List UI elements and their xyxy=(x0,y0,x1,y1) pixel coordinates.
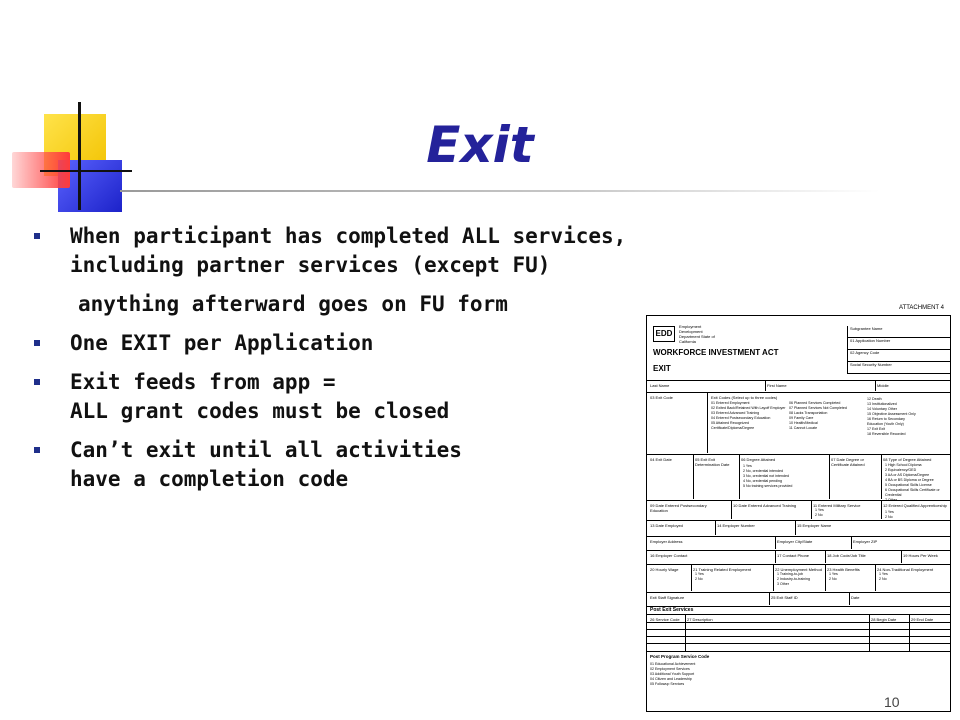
form-field-label: 22 Unemployment Method xyxy=(775,567,822,572)
option: 3 Other xyxy=(777,582,789,586)
form-field-label: 25 Exit Staff ID xyxy=(771,595,798,600)
exit-code: 03 Entered Advanced Training xyxy=(711,411,760,415)
degree-options xyxy=(743,464,827,489)
form-field-label: 01 Application Number xyxy=(848,338,950,350)
bullet-line: have a completion code xyxy=(70,467,349,491)
bullet-continuation: anything afterward goes on FU form xyxy=(78,292,508,316)
form-subtitle: EXIT xyxy=(653,364,671,373)
form-row-exit-date xyxy=(647,454,950,502)
yes-no-options xyxy=(885,510,894,520)
form-field-label: 18 Job Code/Job Title xyxy=(827,553,866,558)
option: 01 Educational Achievement xyxy=(650,662,696,666)
bullet-square-icon xyxy=(34,379,40,385)
option: 7 Other xyxy=(885,498,897,502)
bullet-square-icon xyxy=(34,233,40,239)
form-row-exit-codes xyxy=(647,392,950,453)
form-field-label: 02 Agency Code xyxy=(848,350,950,362)
page-number: 10 xyxy=(884,694,900,710)
exit-code: 17 Exit Exit xyxy=(867,427,885,431)
exit-code: 08 Lacks Transportation xyxy=(789,411,828,415)
exit-code: 11 Cannot Locate xyxy=(789,426,818,430)
form-field-label: 16 Employer Contact xyxy=(650,553,688,558)
bullet-item xyxy=(30,222,810,280)
bullet-line: When participant has completed ALL services, xyxy=(70,224,627,248)
option: 2 No xyxy=(829,577,837,581)
option: 1 Yes xyxy=(885,510,894,514)
form-row-signature xyxy=(647,592,950,605)
form-field-label: 08 Type of Degree Attained xyxy=(883,457,932,462)
yes-no-options xyxy=(829,572,838,582)
form-field-label: Exit Staff Signature xyxy=(650,595,685,600)
form-field-label: Employer Address xyxy=(650,539,683,544)
yes-no-options xyxy=(879,572,888,582)
option: 1 High School Diploma xyxy=(885,463,922,467)
form-field-label: Social Security Number xyxy=(848,362,950,374)
form-field-label: 03 Exit Code xyxy=(650,395,673,400)
exit-codes-column xyxy=(789,401,864,431)
option: 3 No, credential not intended xyxy=(743,474,789,478)
option: 2 No xyxy=(879,577,887,581)
option: 4 BA or BS Diploma or Degree xyxy=(885,478,934,482)
option: 05 Followup Services xyxy=(650,682,685,686)
form-field-label: 05 Exit Exit Determination Date xyxy=(695,457,730,467)
form-field-label: Date xyxy=(851,595,860,600)
edd-logo: EDD xyxy=(653,326,675,342)
exit-code: 01 Entered Employment xyxy=(711,401,750,405)
option: 2 No xyxy=(815,513,823,517)
option: 6 Occupational Skills Certificate or Credential xyxy=(885,488,940,497)
option: 2 Industry-to-training xyxy=(777,577,810,581)
form-field-label: 04 Exit Date xyxy=(650,457,672,462)
bullet-line: Can’t exit until all activities xyxy=(70,438,462,462)
exit-code: 02 Exited Back/Retained With Layoff Employer xyxy=(711,406,786,410)
option: 1 Yes xyxy=(695,572,704,576)
form-field-label: 07 Date Degree or Certificate Attained xyxy=(831,457,865,467)
form-header-fields xyxy=(847,326,950,374)
option: 2 No xyxy=(695,577,703,581)
option: 1 Yes xyxy=(829,572,838,576)
form-field-label: 28 Begin Date xyxy=(871,617,897,622)
bullet-line: ALL grant codes must be closed xyxy=(70,399,450,423)
yes-no-options xyxy=(695,572,704,582)
option: 3 AA or AS Diploma/Degree xyxy=(885,473,930,477)
form-row-contact xyxy=(647,550,950,563)
form-field-label: 24 Non-Traditional Employment xyxy=(877,567,934,572)
form-field-label: 19 Hours Per Week xyxy=(903,553,938,558)
form-field-label: Subgrantee Name xyxy=(848,326,950,338)
form-field-label: Employer ZIP xyxy=(853,539,878,544)
option: 04 Citizen and Leadership xyxy=(650,677,692,681)
form-field-label: 12 Entered Qualified Apprenticeship xyxy=(883,503,947,508)
option: 03 Additional Youth Support xyxy=(650,672,695,676)
form-field-label: 11 Entered Military Service xyxy=(813,503,861,508)
form-field-label: 09 Date Entered Postsecondary Education xyxy=(650,503,707,513)
option: 1 Yes xyxy=(879,572,888,576)
exit-code: 13 Institutionalized xyxy=(867,402,897,406)
bullet-line: One EXIT per Application xyxy=(70,331,374,355)
yes-no-options xyxy=(815,508,824,518)
exit-code: 12 Death xyxy=(867,397,882,401)
option: 4 No, credential pending xyxy=(743,479,782,483)
option: 5 No training services provided xyxy=(743,484,793,488)
form-field-label: 17 Contact Phone xyxy=(777,553,810,558)
exit-code: 18 Reversible Recorded xyxy=(867,432,906,436)
exit-code: 05 Attained Recognized xyxy=(711,421,749,425)
form-field-label: Last Name xyxy=(650,383,670,388)
post-exit-title: Post Exit Services xyxy=(647,606,950,614)
exit-code: 16 Return to Secondary xyxy=(867,417,905,421)
post-program-codes xyxy=(650,662,770,687)
form-field-label: 15 Employer Name xyxy=(797,523,832,528)
form-field-label: 29 End Date xyxy=(911,617,934,622)
form-field-label: 10 Date Entered Advanced Training xyxy=(733,503,797,508)
agency-name: Employment Development Department State of California xyxy=(679,324,715,344)
exit-code: 10 Health/Medical xyxy=(789,421,818,425)
slide-title: Exit xyxy=(426,116,534,174)
form-field-label: 27 Description xyxy=(687,617,713,622)
form-field-label: 13 Date Employed xyxy=(650,523,683,528)
form-title: WORKFORCE INVESTMENT ACT xyxy=(653,348,779,357)
form-row-wage xyxy=(647,564,950,591)
option: 2 Equivalency/GED xyxy=(885,468,917,472)
bullet-square-icon xyxy=(34,447,40,453)
exit-code: 07 Planned Services Not Completed xyxy=(789,406,847,410)
attachment-label: ATTACHMENT 4 xyxy=(898,305,944,311)
exit-code: 14 Voluntary Other xyxy=(867,407,897,411)
option: 2 No, credential intended xyxy=(743,469,783,473)
form-field-label: 26 Service Code xyxy=(650,617,680,622)
exit-code: 04 Entered Postsecondary Education xyxy=(711,416,771,420)
exit-codes-column xyxy=(867,397,947,437)
form-field-label: 21 Training Related Employment xyxy=(693,567,752,572)
bullet-square-icon xyxy=(34,340,40,346)
form-row-training xyxy=(647,500,950,519)
unemployment-method-options xyxy=(777,572,810,587)
exit-code: Education (Youth Only) xyxy=(867,422,904,426)
form-field-label: Exit Codes (Select up to three codes) xyxy=(711,395,778,400)
option: 1 Training-to-job xyxy=(777,572,803,576)
option: 5 Occupational Skills License xyxy=(885,483,932,487)
exit-code: 09 Family Care xyxy=(789,416,814,420)
bullet-line: including partner services (except FU) xyxy=(70,253,551,277)
form-field-label: First Name xyxy=(767,383,787,388)
option: 1 Yes xyxy=(743,464,752,468)
degree-types xyxy=(885,463,949,503)
exit-codes-column xyxy=(711,401,786,431)
title-underline-rule xyxy=(120,190,880,192)
exit-code: 15 Objective Assessment Only xyxy=(867,412,916,416)
form-field-label: 14 Employer Number xyxy=(717,523,755,528)
wia-exit-form-image xyxy=(646,305,951,712)
form-row-name xyxy=(647,380,950,391)
form-field-label: 20 Hourly Wage xyxy=(650,567,679,572)
exit-code: 06 Planned Services Completed xyxy=(789,401,841,405)
form-row-address xyxy=(647,536,950,549)
bullet-line: Exit feeds from app = xyxy=(70,370,336,394)
form-field-label: Employer City/State xyxy=(777,539,813,544)
exit-code: Certificate/Diploma/Degree xyxy=(711,426,755,430)
option: 02 Employment Services xyxy=(650,667,690,671)
form-field-label: 06 Degree Attained xyxy=(741,457,776,462)
form-field-label: Middle xyxy=(877,383,889,388)
post-exit-row xyxy=(647,643,950,652)
option: 1 Yes xyxy=(815,508,824,512)
post-program-title: Post Program Service Code xyxy=(650,654,710,659)
option: 2 No xyxy=(885,515,893,519)
form-row-employed xyxy=(647,520,950,535)
form-field-label: 23 Health Benefits xyxy=(827,567,860,572)
